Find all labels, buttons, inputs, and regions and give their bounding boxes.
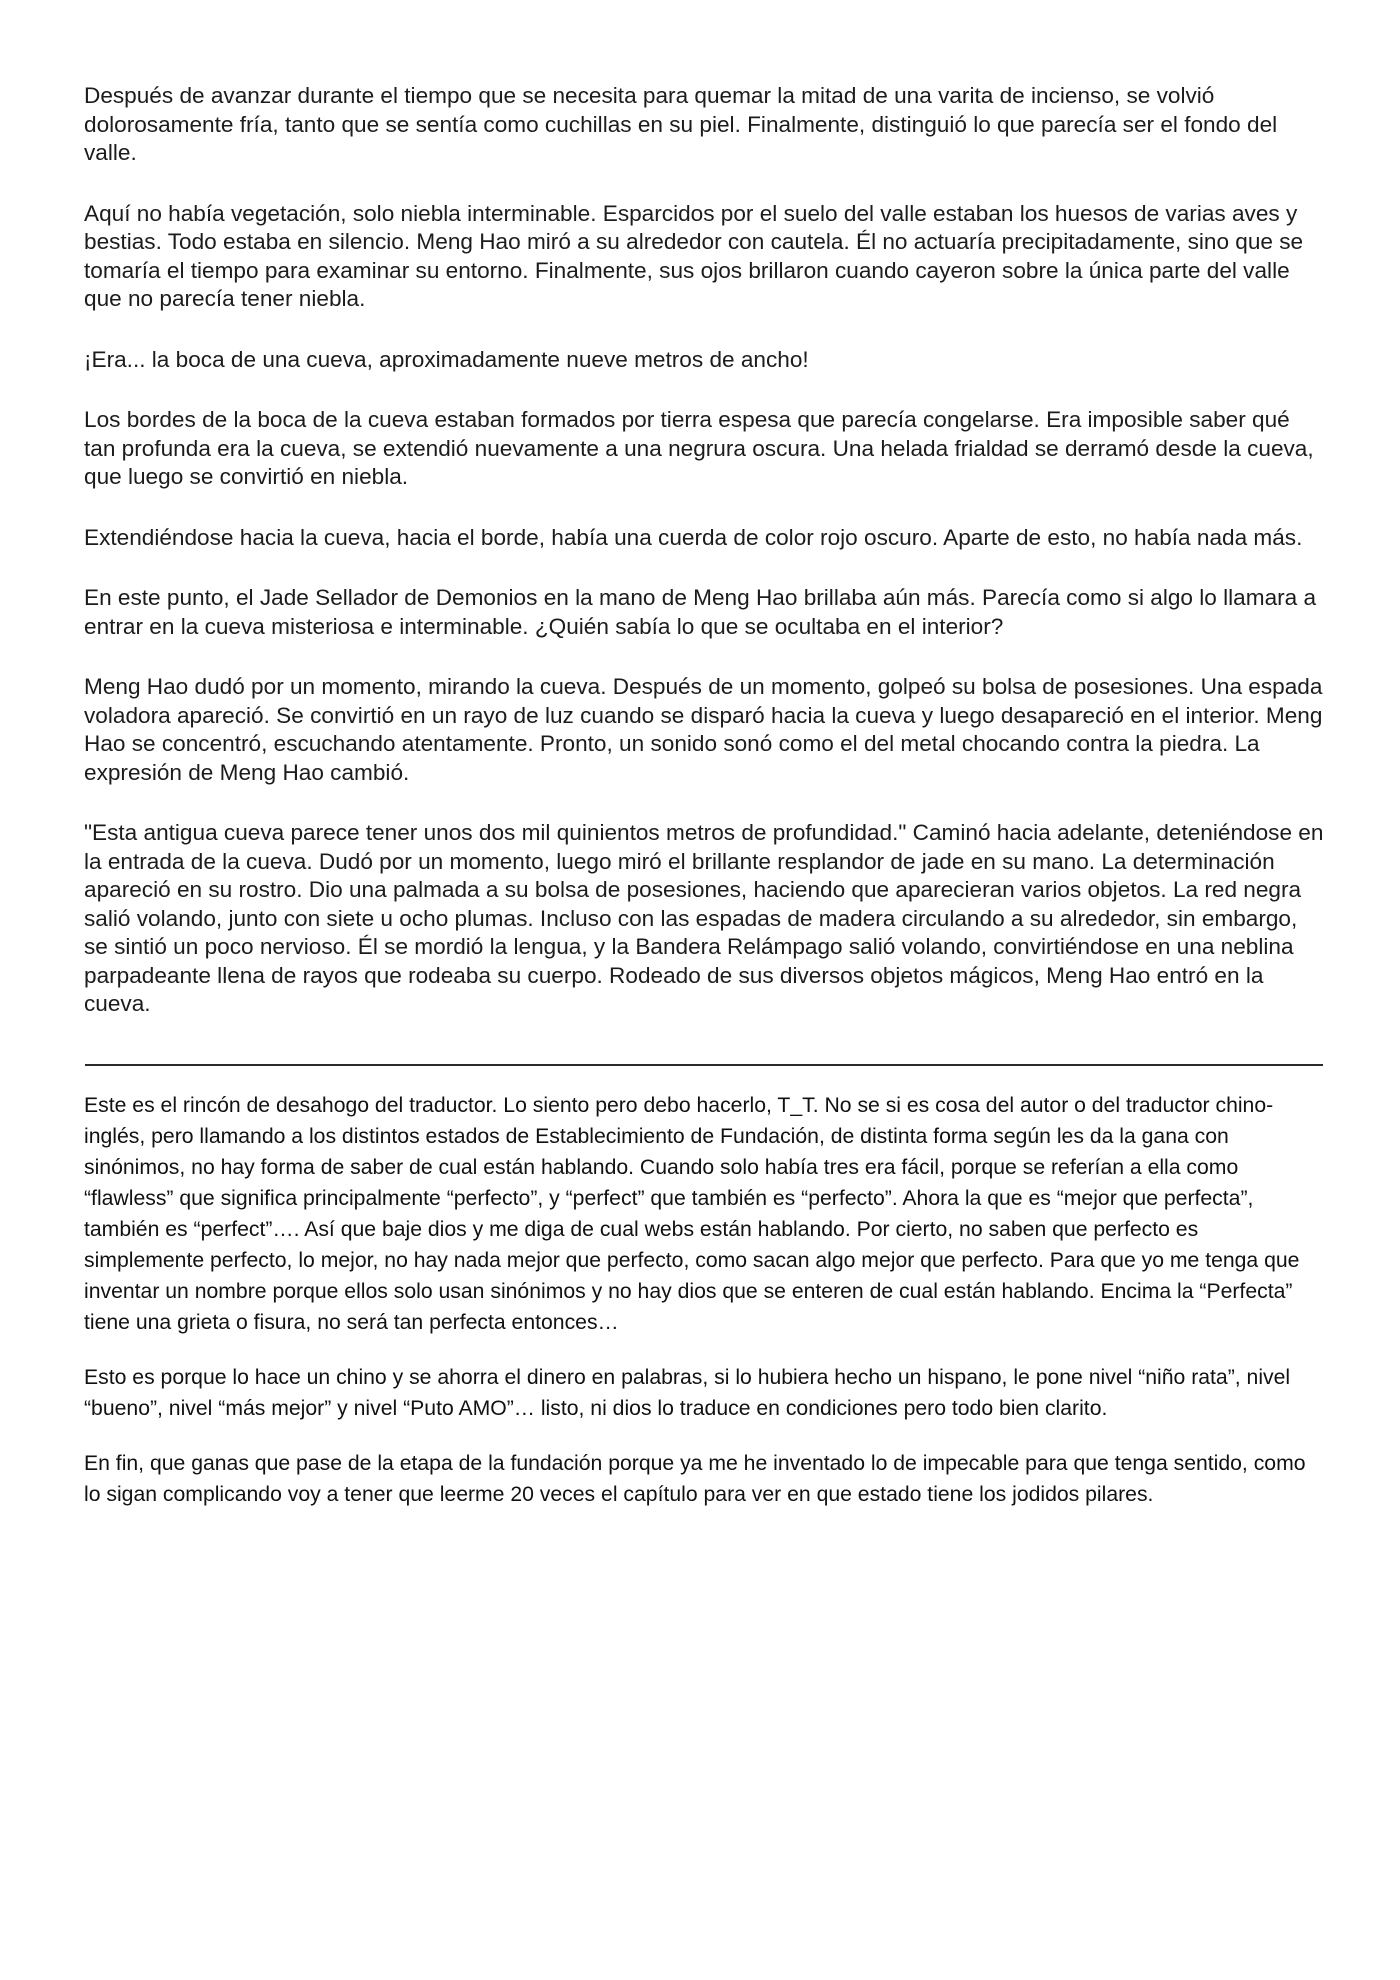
story-text	[84, 82, 1324, 1019]
story-paragraph: Los bordes de la boca de la cueva estaban formados por tierra espesa que parecía congelarse. Era imposible saber qué tan profunda era la cueva, se extendió nuevamente a una negrura oscura. Una helada frialdad se derramó desde la cueva, que luego se convirtió en niebla.	[84, 407, 1314, 489]
note-paragraph: Esto es porque lo hace un chino y se ahorra el dinero en palabras, si lo hubiera hecho un hispano, le pone nivel “niño rata”, nivel “bueno”, nivel “más mejor” y nivel “Puto AMO”… listo, ni dios lo traduce en condiciones pero todo bien clarito.	[84, 1365, 1291, 1420]
document-page	[84, 82, 1324, 1534]
story-paragraph: Extendiéndose hacia la cueva, hacia el borde, había una cuerda de color rojo oscuro. Aparte de esto, no había nada más.	[84, 524, 1303, 550]
note-paragraph: Este es el rincón de desahogo del traductor. Lo siento pero debo hacerlo, T_T. No se si es cosa del autor o del traductor chino-inglés, pero llamando a los distintos estados de Establecimiento de Fundación, de distinta forma según les da la gana con sinónimos, no hay forma de saber de cual están hablando. Cuando solo había tres era fácil, porque se referían a ella como “flawless” que significa principalmente “perfecto”, y “perfect” que también es “perfecto”. Ahora la que es “mejor que perfecta”, también es “perfect”…. Así que baje dios y me diga de cual webs están hablando. Por cierto, no saben que perfecto es simplemente perfecto, lo mejor, no hay nada mejor que perfecto, como sacan algo mejor que perfecto. Para que yo me tenga que inventar un nombre porque ellos solo usan sinónimos y no hay dios que se enteren de cual están hablando. Encima la “Perfecta” tiene una grieta o fisura, no será tan perfecta entonces…	[84, 1093, 1300, 1334]
section-divider	[85, 1064, 1323, 1066]
story-paragraph: ¡Era... la boca de una cueva, aproximadamente nueve metros de ancho!	[84, 346, 809, 372]
story-paragraph: Después de avanzar durante el tiempo que se necesita para quemar la mitad de una varita de incienso, se volvió dolorosamente fría, tanto que se sentía como cuchillas en su piel. Finalmente, distinguió lo que parecía ser el fondo del valle.	[84, 83, 1278, 165]
note-paragraph: En fin, que ganas que pase de la etapa de la fundación porque ya me he inventado lo de impecable para que tenga sentido, como lo sigan complicando voy a tener que leerme 20 veces el capítulo para ver en que estado tiene los jodidos pilares.	[84, 1451, 1306, 1506]
story-paragraph: En este punto, el Jade Sellador de Demonios en la mano de Meng Hao brillaba aún más. Parecía como si algo lo llamara a entrar en la cueva misteriosa e interminable. ¿Quién sabía lo que se ocultaba en el interior?	[84, 585, 1317, 639]
story-paragraph: Meng Hao dudó por un momento, mirando la cueva. Después de un momento, golpeó su bolsa de posesiones. Una espada voladora apareció. Se convirtió en un rayo de luz cuando se disparó hacia la cueva y luego desapareció en el interior. Meng Hao se concentró, escuchando atentamente. Pronto, un sonido sonó como el del metal chocando contra la piedra. La expresión de Meng Hao cambió.	[84, 674, 1323, 785]
translator-note	[84, 1090, 1324, 1510]
story-paragraph: Aquí no había vegetación, solo niebla interminable. Esparcidos por el suelo del valle estaban los huesos de varias aves y bestias. Todo estaba en silencio. Meng Hao miró a su alrededor con cautela. Él no actuaría precipitadamente, sino que se tomaría el tiempo para examinar su entorno. Finalmente, sus ojos brillaron cuando cayeron sobre la única parte del valle que no parecía tener niebla.	[84, 200, 1304, 311]
story-paragraph: "Esta antigua cueva parece tener unos dos mil quinientos metros de profundidad." Caminó hacia adelante, deteniéndose en la entrada de la cueva. Dudó por un momento, luego miró el brillante resplandor de jade en su mano. La determinación apareció en su rostro. Dio una palmada a su bolsa de posesiones, haciendo que aparecieran varios objetos. La red negra salió volando, junto con siete u ocho plumas. Incluso con las espadas de madera circulando a su alrededor, sin embargo, se sintió un poco nervioso. Él se mordió la lengua, y la Bandera Relámpago salió volando, convirtiéndose en una neblina parpadeante llena de rayos que rodeaba su cuerpo. Rodeado de sus diversos objetos mágicos, Meng Hao entró en la cueva.	[84, 820, 1324, 1016]
